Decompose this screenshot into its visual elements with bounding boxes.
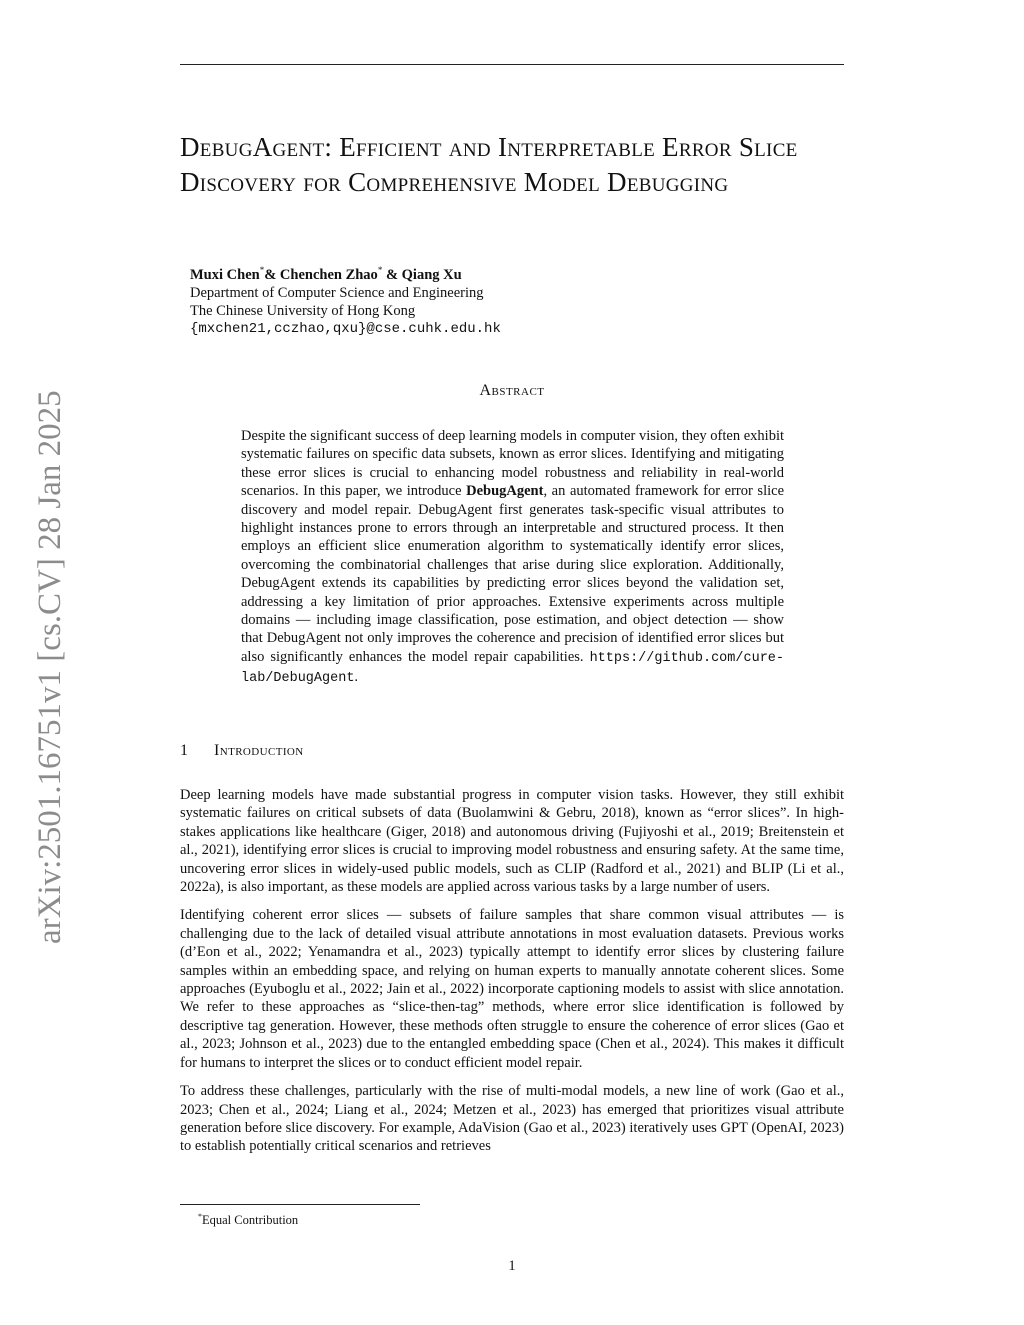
author-1: Muxi Chen bbox=[190, 266, 260, 283]
page-number: 1 bbox=[508, 1258, 516, 1274]
footnote bbox=[198, 1209, 298, 1228]
author-2-mark: * bbox=[377, 265, 383, 275]
abstract-end: . bbox=[354, 669, 359, 686]
abstract-heading: Abstract bbox=[479, 382, 545, 399]
footnote-rule bbox=[180, 1204, 420, 1205]
author-3: & Qiang Xu bbox=[382, 266, 462, 283]
paragraph-1: Deep learning models have made substantial progress in computer vision tasks. However, they still exhibit systematic failures on critical subsets of data (Buolamwini & Gebru, 2018), known as “error slices”. In high-stakes applications like healthcare (Giger, 2018) and autonomous driving (Fujiyoshi et al., 2019; Breitenstein et al., 2021), identifying error slices is crucial to improving model robustness and ensuring safety. At the same time, uncovering error slices in widely-used public models, such as CLIP (Radford et al., 2021) and BLIP (Li et al., 2022a), is also important, as these models are applied across various tasks by a large number of users. bbox=[180, 787, 844, 896]
footnote-mark: * bbox=[198, 1212, 202, 1221]
author-block bbox=[190, 261, 810, 338]
affiliation-department: Department of Computer Science and Engineering bbox=[190, 284, 484, 301]
abstract-body: , an automated framework for error slice discovery and model repair. DebugAgent first generates task-specific visual attributes to highlight instances prone to errors through an interpretable and structured process. It then employs an efficient slice enumeration algorithm to systematically identify error slices, overcoming the combinatorial challenges that arise during slice exploration. Additionally, DebugAgent extends its capabilities by predicting error slices beyond the validation set, addressing a key limitation of prior approaches. Extensive experiments across multiple domains — including image classification, pose estimation, and object detection — show that DebugAgent not only improves the coherence and precision of identified error slices but also significantly enhances the model repair capabilities. bbox=[241, 483, 785, 665]
author-emails: {mxchen21,cczhao,qxu}@cse.cuhk.edu.hk bbox=[190, 320, 501, 337]
section-body bbox=[180, 786, 844, 1166]
affiliation-university: The Chinese University of Hong Kong bbox=[190, 302, 416, 319]
code-link[interactable]: https://github.com/cure-lab/DebugAgent bbox=[241, 650, 784, 687]
paper-title: DebugAgent: Efficient and Interpretable Error Slice Discovery for Comprehensive Model Debugging bbox=[180, 132, 798, 197]
abstract-system-name: DebugAgent bbox=[466, 483, 544, 500]
top-rule bbox=[180, 64, 844, 65]
section-heading bbox=[180, 742, 844, 760]
paragraph-3: To address these challenges, particularly with the rise of multi-modal models, a new line of work (Gao et al., 2023; Chen et al., 2024; Liang et al., 2024; Metzen et al., 2023) has emerged that prioritizes visual attribute generation before slice discovery. For example, AdaVision (Gao et al., 2023) iteratively uses GPT (OpenAI, 2023) to establish potentially critical scenarios and retrieves bbox=[180, 1083, 844, 1155]
footnote-text: Equal Contribution bbox=[202, 1213, 299, 1228]
abstract-intro: Despite the significant success of deep learning models in computer vision, they often exhibit systematic failures on specific data subsets, known as error slices. Identifying and mitigating these error slices is crucial to enhancing model robustness and reliability in real-world scenarios. In this paper, we introduce bbox=[241, 428, 784, 500]
paragraph-2: Identifying coherent error slices — subsets of failure samples that share common visual attributes — is challenging due to the lack of detailed visual attribute annotations in most evaluation datasets. Previous works (d’Eon et al., 2022; Yenamandra et al., 2023) typically attempt to identify error slices by clustering failure samples within an embedding space, and relying on human experts to manually annotate coherent slices. Some approaches (Eyuboglu et al., 2022; Jain et al., 2022) incorporate captioning models to assist with slice annotation. We refer to these approaches as “slice-then-tag” methods, where error slice identification is followed by descriptive tag generation. However, these methods often struggle to ensure the coherence of error slices (Gao et al., 2023; Johnson et al., 2023) due to the entangled embedding space (Chen et al., 2024). This makes it difficult for humans to interpret the slices or to conduct efficient model repair. bbox=[180, 907, 844, 1071]
author-names bbox=[190, 261, 810, 284]
section-number: 1 bbox=[180, 742, 189, 759]
abstract-text bbox=[241, 427, 784, 689]
author-2: & Chenchen Zhao bbox=[264, 266, 378, 283]
arxiv-identifier: arXiv:2501.16751v1 [cs.CV] 28 Jan 2025 bbox=[32, 390, 68, 944]
section-title: Introduction bbox=[214, 742, 304, 759]
author-1-mark: * bbox=[259, 265, 265, 275]
